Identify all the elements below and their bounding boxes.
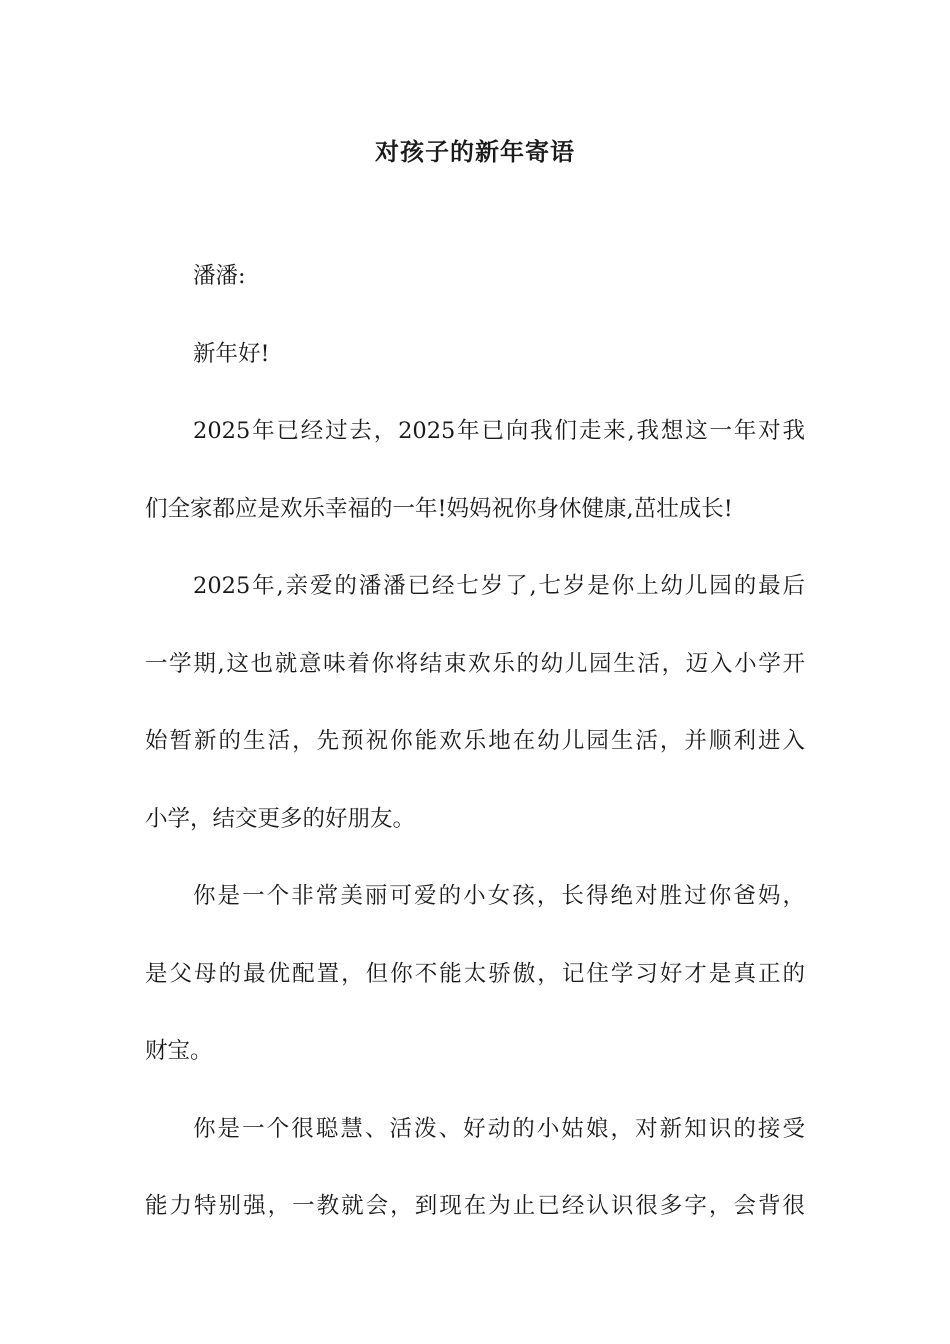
document-title: 对孩子的新年寄语 <box>375 137 575 166</box>
text-line: 一学期,这也就意味着你将结束欢乐的幼儿园生活，迈入小学开 <box>145 650 805 677</box>
text-line: 你是一个非常美丽可爱的小女孩，长得绝对胜过你爸妈， <box>193 883 805 909</box>
text-line: 你是一个很聪慧、活泼、好动的小姑娘，对新知识的接受 <box>193 1115 805 1142</box>
document-body <box>145 257 805 1265</box>
text-line: 是父母的最优配置，但你不能太骄傲，记住学习好才是真正的 <box>145 960 805 987</box>
text-line: 潘潘: <box>193 263 246 289</box>
text-line: 财宝。 <box>145 1038 213 1064</box>
text-line: 2025年,亲爱的潘潘已经七岁了,七岁是你上幼儿园的最后 <box>193 573 805 599</box>
text-line: 们全家都应是欢乐幸福的一年!妈妈祝你身休健康,茁壮成长! <box>145 495 733 522</box>
text-line: 始暂新的生活，先预祝你能欢乐地在幼儿园生活，并顺利进入 <box>145 728 805 754</box>
text-line: 新年好! <box>193 340 270 367</box>
text-line: 能力特别强，一教就会，到现在为止已经认识很多字，会背很 <box>145 1193 805 1219</box>
text-line: 2025年已经过去，2025年已向我们走来,我想这一年对我 <box>193 418 805 444</box>
text-line: 小学，结交更多的好朋友。 <box>145 805 416 832</box>
